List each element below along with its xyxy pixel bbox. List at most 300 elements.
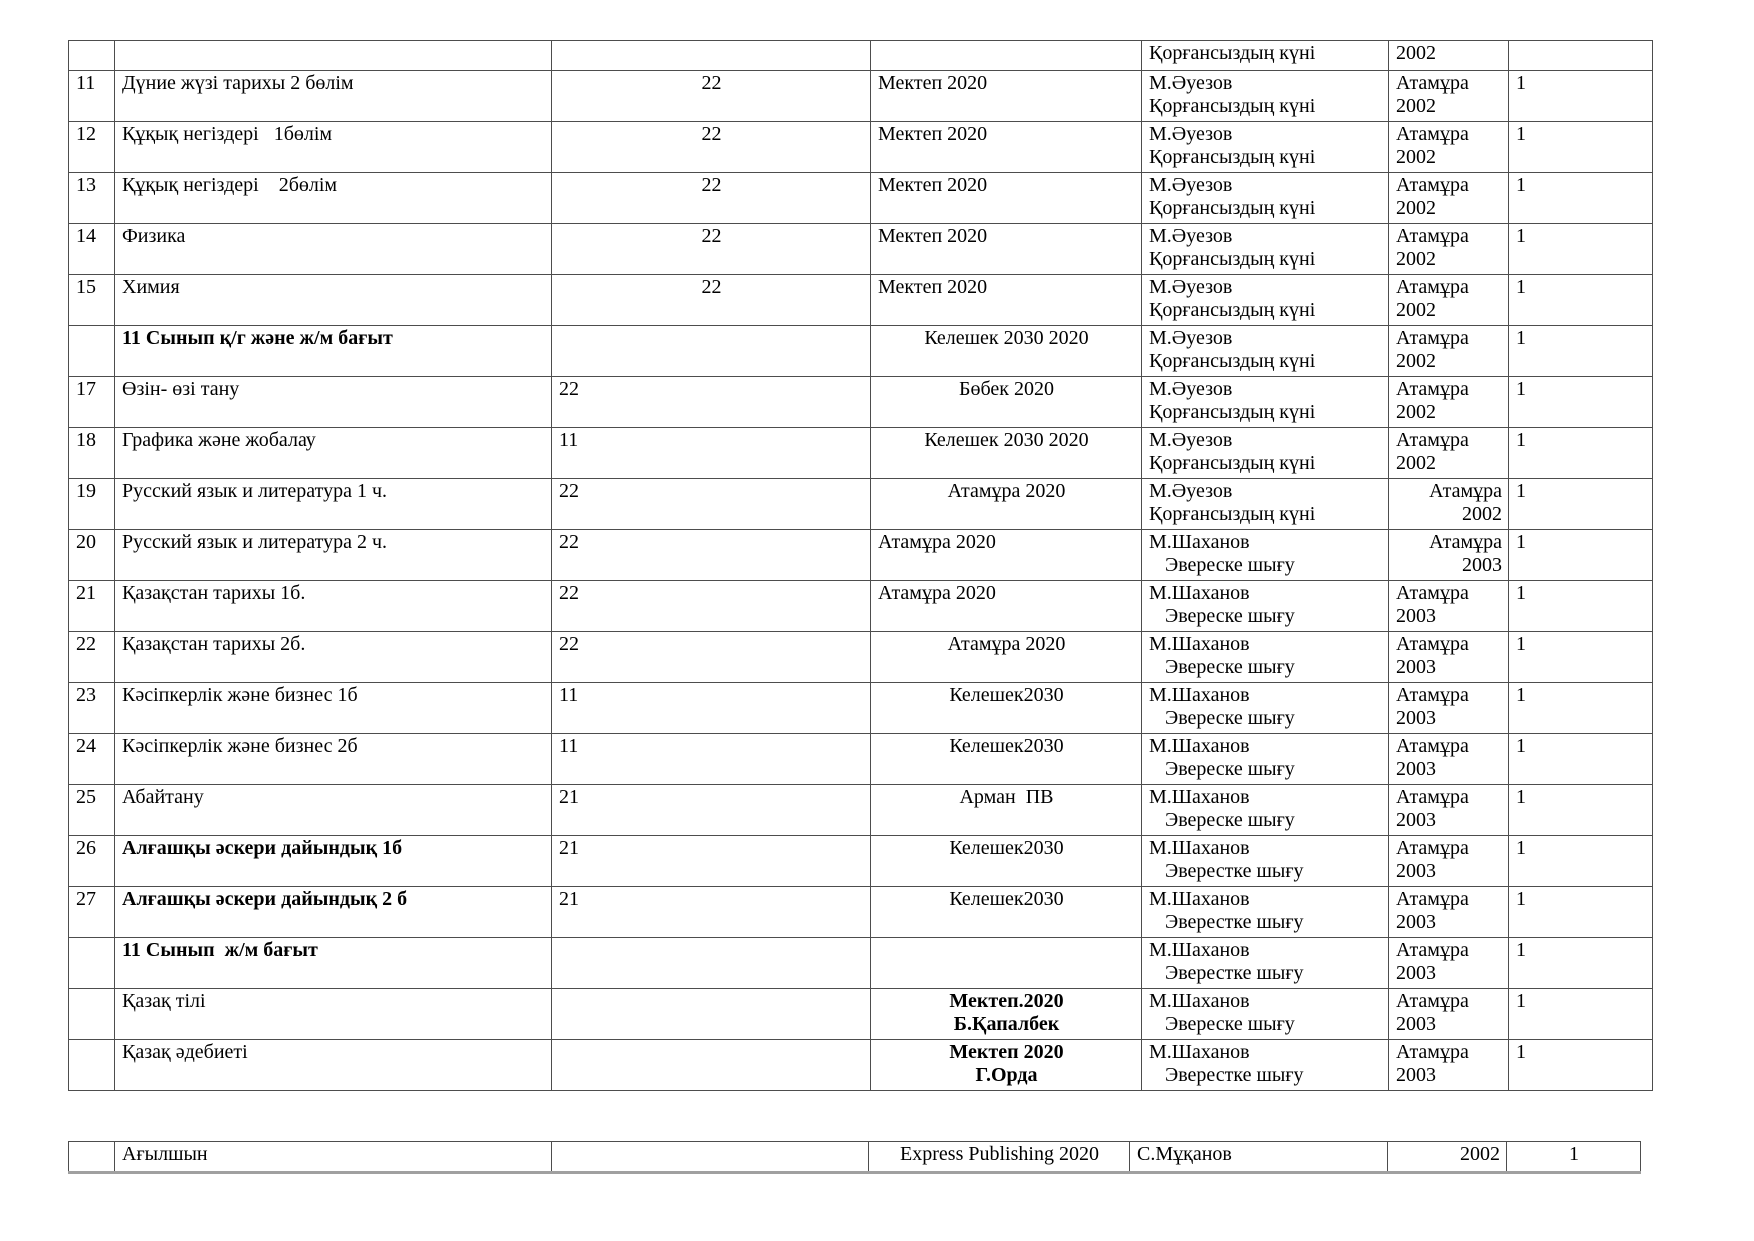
cell-count-line: 1 xyxy=(1516,939,1526,961)
cell-quantity xyxy=(552,938,871,989)
cell-row-number-line: 27 xyxy=(76,888,96,910)
cell-row-number xyxy=(69,71,115,122)
cell-publisher-year-line: 2002 xyxy=(1462,503,1502,525)
cell-count-line: 1 xyxy=(1516,684,1526,706)
cell-publisher-year-line: Атамұра xyxy=(1396,276,1469,298)
cell-author-work-line: М.Әуезов xyxy=(1149,123,1233,145)
cell-quantity-line: 22 xyxy=(701,276,722,298)
cell-count-line: 1 xyxy=(1516,888,1526,910)
cell-author-work xyxy=(1142,938,1389,989)
cell-book-title xyxy=(115,785,552,836)
cell-author-work xyxy=(1142,71,1389,122)
table-row xyxy=(69,275,1653,326)
cell-row-number xyxy=(69,632,115,683)
cell-publisher-year-line: 2002 xyxy=(1396,197,1436,219)
cell-count-line: 1 xyxy=(1516,531,1526,553)
cell-author-work-line: М.Шаханов xyxy=(1149,939,1250,961)
cell-publisher-year xyxy=(1389,887,1509,938)
cell-publisher-year-line: 2003 xyxy=(1396,809,1436,831)
cell-author-work-line: М.Шаханов xyxy=(1149,1041,1250,1063)
cell-count xyxy=(1509,581,1653,632)
cell-book-title xyxy=(115,938,552,989)
cell-book-title-line: Физика xyxy=(122,225,186,247)
cell-count-line: 1 xyxy=(1516,123,1526,145)
cell-author-work-line: Эвереске шығу xyxy=(1165,1013,1295,1035)
cell-count xyxy=(1509,836,1653,887)
cell-author-work-line: М.Шаханов xyxy=(1149,735,1250,757)
cell-row-number xyxy=(69,1040,115,1091)
cell-author-work-line: М.Шаханов xyxy=(1149,633,1250,655)
cell-count xyxy=(1509,785,1653,836)
cell-publisher-year-line: Атамұра xyxy=(1396,735,1469,757)
cell-publisher-year-line: Атамұра xyxy=(1396,174,1469,196)
cell-quantity-line: 21 xyxy=(559,888,579,910)
cell-publisher-2020 xyxy=(871,734,1142,785)
cell-count xyxy=(1509,326,1653,377)
cell-row-number xyxy=(69,1142,115,1173)
cell-quantity-line: 22 xyxy=(701,225,722,247)
cell-book-title-line: Құқық негіздері 2бөлім xyxy=(122,174,338,196)
cell-publisher-year xyxy=(1389,938,1509,989)
cell-publisher-2020 xyxy=(871,1040,1142,1091)
cell-publisher-year xyxy=(1389,173,1509,224)
cell-author-work-line: М.Әуезов xyxy=(1149,327,1233,349)
cell-count xyxy=(1509,632,1653,683)
cell-count-line: 1 xyxy=(1516,429,1526,451)
cell-publisher-2020 xyxy=(871,71,1142,122)
cell-author-work-line: Эверестке шығу xyxy=(1165,911,1304,933)
cell-count-line: 1 xyxy=(1569,1143,1579,1165)
cell-quantity xyxy=(552,41,871,71)
cell-book-title-line: Алғашқы әскери дайындық 2 б xyxy=(122,888,408,910)
cell-publisher-year-line: 2002 xyxy=(1396,146,1436,168)
cell-publisher-year-line: 2002 xyxy=(1396,42,1436,64)
cell-author-work-line: С.Мұқанов xyxy=(1137,1143,1232,1165)
cell-count-line: 1 xyxy=(1516,174,1526,196)
cell-row-number xyxy=(69,938,115,989)
cell-author-work-line: Қорғансыздың күні xyxy=(1149,350,1316,372)
cell-row-number-line: 11 xyxy=(76,72,96,94)
cell-author-work-line: Эвереске шығу xyxy=(1165,707,1295,729)
cell-book-title-line: 11 Сынып қ/г және ж/м бағыт xyxy=(122,327,393,349)
cell-publisher-year xyxy=(1389,734,1509,785)
cell-book-title-line: Құқық негіздері 1бөлім xyxy=(122,123,333,145)
cell-publisher-2020 xyxy=(871,41,1142,71)
cell-publisher-2020 xyxy=(871,683,1142,734)
table-row xyxy=(69,71,1653,122)
cell-publisher-2020-line: Мектеп.2020 xyxy=(949,990,1064,1012)
cell-publisher-year-line: Атамұра xyxy=(1396,939,1469,961)
cell-publisher-2020-line: Келешек2030 xyxy=(949,684,1064,706)
cell-quantity xyxy=(552,479,871,530)
cell-count-line: 1 xyxy=(1516,735,1526,757)
cell-publisher-year xyxy=(1389,71,1509,122)
cell-author-work-line: Эверестке шығу xyxy=(1165,860,1304,882)
cell-quantity-line: 22 xyxy=(701,72,722,94)
cell-count-line: 1 xyxy=(1516,582,1526,604)
cell-publisher-year-line: Атамұра xyxy=(1396,1041,1469,1063)
cell-row-number-line: 20 xyxy=(76,531,96,553)
cell-author-work-line: М.Әуезов xyxy=(1149,429,1233,451)
cell-count-line: 1 xyxy=(1516,786,1526,808)
cell-author-work xyxy=(1142,836,1389,887)
cell-count xyxy=(1509,1040,1653,1091)
cell-author-work xyxy=(1130,1142,1388,1173)
table-row xyxy=(69,683,1653,734)
table-row xyxy=(69,377,1653,428)
cell-publisher-year-line: 2003 xyxy=(1396,1064,1436,1086)
cell-book-title xyxy=(115,173,552,224)
cell-publisher-year-line: Атамұра xyxy=(1429,480,1502,502)
cell-book-title xyxy=(115,224,552,275)
cell-book-title-line: Абайтану xyxy=(122,786,204,808)
cell-quantity-line: 11 xyxy=(559,684,579,706)
cell-publisher-year xyxy=(1389,224,1509,275)
cell-book-title-line: Химия xyxy=(122,276,180,298)
cell-publisher-year xyxy=(1389,632,1509,683)
cell-publisher-2020-line: Атамұра 2020 xyxy=(878,582,996,604)
cell-publisher-2020-line: Келешек2030 xyxy=(949,888,1064,910)
cell-quantity xyxy=(552,989,871,1040)
cell-publisher-2020-line: Б.Қапалбек xyxy=(953,1013,1060,1035)
cell-quantity-line: 22 xyxy=(559,633,579,655)
cell-publisher-year-line: 2003 xyxy=(1396,758,1436,780)
cell-publisher-year xyxy=(1389,479,1509,530)
cell-author-work xyxy=(1142,428,1389,479)
cell-publisher-year-line: 2003 xyxy=(1396,962,1436,984)
cell-count xyxy=(1509,428,1653,479)
table-row xyxy=(69,428,1653,479)
cell-quantity xyxy=(552,1040,871,1091)
cell-author-work-line: Қорғансыздың күні xyxy=(1149,197,1316,219)
cell-quantity xyxy=(552,224,871,275)
cell-book-title-line: Графика және жобалау xyxy=(122,429,316,451)
cell-count xyxy=(1509,887,1653,938)
cell-author-work-line: М.Әуезов xyxy=(1149,72,1233,94)
cell-publisher-2020-line: Мектеп 2020 xyxy=(878,123,988,145)
cell-author-work-line: М.Әуезов xyxy=(1149,225,1233,247)
cell-author-work-line: Эвереске шығу xyxy=(1165,554,1295,576)
table-row xyxy=(69,632,1653,683)
cell-publisher-2020-line: Атамұра 2020 xyxy=(878,531,996,553)
cell-count-line: 1 xyxy=(1516,480,1526,502)
table-row xyxy=(69,734,1653,785)
cell-publisher-year xyxy=(1389,836,1509,887)
cell-publisher-2020 xyxy=(871,479,1142,530)
cell-count xyxy=(1509,173,1653,224)
cell-publisher-year xyxy=(1389,122,1509,173)
cell-author-work xyxy=(1142,632,1389,683)
cell-publisher-2020 xyxy=(871,836,1142,887)
cell-book-title xyxy=(115,887,552,938)
cell-publisher-year-line: 2003 xyxy=(1396,860,1436,882)
cell-publisher-2020-line: Express Publishing 2020 xyxy=(900,1143,1099,1165)
cell-quantity xyxy=(552,887,871,938)
cell-quantity xyxy=(552,836,871,887)
cell-publisher-year-line: 2002 xyxy=(1396,401,1436,423)
cell-book-title xyxy=(115,41,552,71)
cell-publisher-year xyxy=(1389,581,1509,632)
cell-author-work-line: Қорғансыздың күні xyxy=(1149,248,1316,270)
cell-row-number xyxy=(69,428,115,479)
cell-count xyxy=(1509,938,1653,989)
cell-publisher-year xyxy=(1389,275,1509,326)
cell-count-line: 1 xyxy=(1516,378,1526,400)
table-row xyxy=(69,326,1653,377)
cell-publisher-2020-line: Мектеп 2020 xyxy=(878,276,988,298)
cell-quantity-line: 22 xyxy=(701,123,722,145)
cell-publisher-year xyxy=(1389,41,1509,71)
cell-count xyxy=(1509,734,1653,785)
cell-publisher-year-line: 2003 xyxy=(1462,554,1502,576)
cell-quantity-line: 22 xyxy=(559,531,579,553)
cell-publisher-year-line: 2002 xyxy=(1396,248,1436,270)
cell-quantity xyxy=(552,1142,869,1173)
cell-count-line: 1 xyxy=(1516,327,1526,349)
table-row xyxy=(69,785,1653,836)
cell-row-number-line: 26 xyxy=(76,837,96,859)
cell-book-title-line: 11 Сынып ж/м бағыт xyxy=(122,939,318,961)
cell-book-title-line: Кәсіпкерлік және бизнес 2б xyxy=(122,735,358,757)
cell-row-number-line: 18 xyxy=(76,429,96,451)
cell-count-line: 1 xyxy=(1516,1041,1526,1063)
cell-quantity xyxy=(552,428,871,479)
cell-row-number-line: 14 xyxy=(76,225,96,247)
cell-publisher-2020-line: Мектеп 2020 xyxy=(949,1041,1064,1063)
cell-author-work-line: М.Әуезов xyxy=(1149,480,1233,502)
cell-author-work-line: М.Шаханов xyxy=(1149,684,1250,706)
table-row xyxy=(69,479,1653,530)
cell-book-title-line: Дүние жүзі тарихы 2 бөлім xyxy=(122,72,354,94)
cell-publisher-year-line: Атамұра xyxy=(1396,633,1469,655)
cell-book-title-line: Қазақстан тарихы 1б. xyxy=(122,582,306,604)
cell-publisher-year xyxy=(1389,530,1509,581)
cell-quantity-line: 22 xyxy=(559,582,579,604)
cell-book-title xyxy=(115,632,552,683)
cell-author-work-line: Эвереске шығу xyxy=(1165,758,1295,780)
cell-row-number-line: 12 xyxy=(76,123,96,145)
cell-quantity xyxy=(552,377,871,428)
cell-author-work-line: М.Әуезов xyxy=(1149,378,1233,400)
cell-row-number xyxy=(69,836,115,887)
cell-row-number xyxy=(69,224,115,275)
table-row xyxy=(69,530,1653,581)
cell-publisher-2020 xyxy=(871,275,1142,326)
cell-row-number xyxy=(69,275,115,326)
cell-count-line: 1 xyxy=(1516,990,1526,1012)
cell-row-number xyxy=(69,122,115,173)
cell-count xyxy=(1509,683,1653,734)
cell-count xyxy=(1509,275,1653,326)
table-row xyxy=(69,887,1653,938)
cell-publisher-year-line: Атамұра xyxy=(1396,123,1469,145)
cell-author-work xyxy=(1142,275,1389,326)
cell-book-title xyxy=(115,275,552,326)
cell-book-title xyxy=(115,428,552,479)
table-row xyxy=(69,173,1653,224)
cell-author-work-line: М.Шаханов xyxy=(1149,990,1250,1012)
cell-book-title-line: Өзін- өзі тану xyxy=(122,378,240,400)
cell-publisher-2020-line: Атамұра 2020 xyxy=(947,480,1066,502)
cell-publisher-2020 xyxy=(871,326,1142,377)
cell-author-work-line: М.Шаханов xyxy=(1149,786,1250,808)
cell-row-number-line: 23 xyxy=(76,684,96,706)
cell-author-work xyxy=(1142,479,1389,530)
cell-book-title xyxy=(115,377,552,428)
cell-author-work xyxy=(1142,173,1389,224)
cell-publisher-2020 xyxy=(869,1142,1130,1173)
cell-book-title-line: Қазақ әдебиеті xyxy=(122,1041,248,1063)
cell-author-work xyxy=(1142,734,1389,785)
cell-quantity-line: 11 xyxy=(559,735,579,757)
cell-author-work-line: М.Әуезов xyxy=(1149,174,1233,196)
cell-book-title xyxy=(115,326,552,377)
cell-author-work-line: Қорғансыздың күні xyxy=(1149,401,1316,423)
cell-publisher-year-line: Атамұра xyxy=(1396,582,1469,604)
cell-publisher-year xyxy=(1389,428,1509,479)
cell-publisher-year-line: 2002 xyxy=(1460,1143,1500,1165)
cell-book-title xyxy=(115,1040,552,1091)
cell-row-number-line: 19 xyxy=(76,480,96,502)
cell-count-line: 1 xyxy=(1516,837,1526,859)
cell-publisher-year-line: Атамұра xyxy=(1396,327,1469,349)
cell-row-number xyxy=(69,683,115,734)
cell-publisher-year-line: 2002 xyxy=(1396,299,1436,321)
table-row xyxy=(69,122,1653,173)
cell-quantity-line: 21 xyxy=(559,837,579,859)
cell-publisher-year-line: Атамұра xyxy=(1396,429,1469,451)
cell-quantity xyxy=(552,326,871,377)
cell-publisher-year-line: Атамұра xyxy=(1396,786,1469,808)
cell-publisher-2020-line: Бөбек 2020 xyxy=(959,378,1054,400)
table-row xyxy=(69,224,1653,275)
cell-publisher-year-line: Атамұра xyxy=(1396,684,1469,706)
cell-book-title xyxy=(115,683,552,734)
cell-publisher-year xyxy=(1389,1040,1509,1091)
cell-book-title xyxy=(115,836,552,887)
cell-author-work-line: Қорғансыздың күні xyxy=(1149,299,1316,321)
cell-count xyxy=(1509,479,1653,530)
cell-publisher-2020 xyxy=(871,122,1142,173)
cell-publisher-year xyxy=(1389,377,1509,428)
cell-publisher-2020 xyxy=(871,989,1142,1040)
cell-row-number xyxy=(69,581,115,632)
cell-row-number xyxy=(69,173,115,224)
cell-publisher-year-line: Атамұра xyxy=(1396,888,1469,910)
cell-quantity xyxy=(552,683,871,734)
cell-author-work-line: М.Шаханов xyxy=(1149,531,1250,553)
cell-row-number xyxy=(69,887,115,938)
cell-row-number xyxy=(69,377,115,428)
cell-count xyxy=(1509,71,1653,122)
cell-quantity-line: 11 xyxy=(559,429,579,451)
cell-publisher-2020-line: Атамұра 2020 xyxy=(947,633,1066,655)
cell-author-work xyxy=(1142,41,1389,71)
cell-book-title xyxy=(115,989,552,1040)
textbook-table-footer xyxy=(68,1141,1641,1174)
cell-row-number xyxy=(69,479,115,530)
cell-publisher-2020-line: Арман ПВ xyxy=(959,786,1054,808)
cell-author-work xyxy=(1142,326,1389,377)
cell-book-title-line: Қазақ тілі xyxy=(122,990,206,1012)
cell-row-number-line: 13 xyxy=(76,174,96,196)
cell-publisher-year-line: Атамұра xyxy=(1396,378,1469,400)
cell-author-work-line: Эвереске шығу xyxy=(1165,656,1295,678)
cell-author-work-line: М.Шаханов xyxy=(1149,582,1250,604)
cell-author-work xyxy=(1142,785,1389,836)
cell-quantity xyxy=(552,530,871,581)
cell-quantity xyxy=(552,122,871,173)
cell-count xyxy=(1509,122,1653,173)
cell-row-number-line: 17 xyxy=(76,378,96,400)
cell-count-line: 1 xyxy=(1516,633,1526,655)
cell-quantity xyxy=(552,173,871,224)
cell-publisher-2020 xyxy=(871,785,1142,836)
cell-author-work xyxy=(1142,530,1389,581)
cell-publisher-2020 xyxy=(871,632,1142,683)
cell-count xyxy=(1509,41,1653,71)
cell-publisher-year-line: Атамұра xyxy=(1396,837,1469,859)
cell-row-number xyxy=(69,989,115,1040)
table-row xyxy=(69,989,1653,1040)
cell-author-work-line: Эвереске шығу xyxy=(1165,809,1295,831)
cell-author-work-line: Эверестке шығу xyxy=(1165,1064,1304,1086)
cell-author-work-line: М.Шаханов xyxy=(1149,837,1250,859)
cell-row-number xyxy=(69,785,115,836)
cell-book-title xyxy=(115,581,552,632)
cell-author-work xyxy=(1142,377,1389,428)
cell-publisher-year-line: 2002 xyxy=(1396,452,1436,474)
cell-book-title xyxy=(115,71,552,122)
cell-book-title xyxy=(115,479,552,530)
cell-publisher-year xyxy=(1389,683,1509,734)
cell-book-title-line: Ағылшын xyxy=(122,1143,208,1165)
cell-publisher-year-line: Атамұра xyxy=(1429,531,1502,553)
cell-publisher-2020-line: Мектеп 2020 xyxy=(878,72,988,94)
cell-count xyxy=(1509,989,1653,1040)
cell-count xyxy=(1509,530,1653,581)
cell-row-number xyxy=(69,530,115,581)
cell-publisher-2020-line: Келешек 2030 2020 xyxy=(924,429,1089,451)
cell-publisher-2020-line: Г.Орда xyxy=(975,1064,1038,1086)
cell-publisher-2020 xyxy=(871,428,1142,479)
cell-author-work-line: Қорғансыздың күні xyxy=(1149,503,1316,525)
cell-publisher-year xyxy=(1389,989,1509,1040)
cell-author-work xyxy=(1142,224,1389,275)
cell-row-number-line: 15 xyxy=(76,276,96,298)
cell-count-line: 1 xyxy=(1516,276,1526,298)
cell-row-number-line: 24 xyxy=(76,735,96,757)
cell-book-title-line: Алғашқы әскери дайындық 1б xyxy=(122,837,403,859)
cell-author-work-line: Эверестке шығу xyxy=(1165,962,1304,984)
table-row xyxy=(69,581,1653,632)
cell-publisher-2020-line: Келешек2030 xyxy=(949,837,1064,859)
table-row xyxy=(69,1142,1641,1173)
cell-publisher-2020 xyxy=(871,377,1142,428)
cell-author-work-line: Эвереске шығу xyxy=(1165,605,1295,627)
cell-row-number-line: 25 xyxy=(76,786,96,808)
cell-publisher-2020-line: Мектеп 2020 xyxy=(878,225,988,247)
cell-quantity xyxy=(552,275,871,326)
cell-row-number xyxy=(69,734,115,785)
cell-count xyxy=(1507,1142,1641,1173)
cell-publisher-2020 xyxy=(871,581,1142,632)
cell-row-number xyxy=(69,326,115,377)
cell-quantity-line: 22 xyxy=(559,480,579,502)
cell-book-title xyxy=(115,734,552,785)
cell-publisher-year-line: Атамұра xyxy=(1396,990,1469,1012)
cell-author-work-line: Қорғансыздың күні xyxy=(1149,452,1316,474)
